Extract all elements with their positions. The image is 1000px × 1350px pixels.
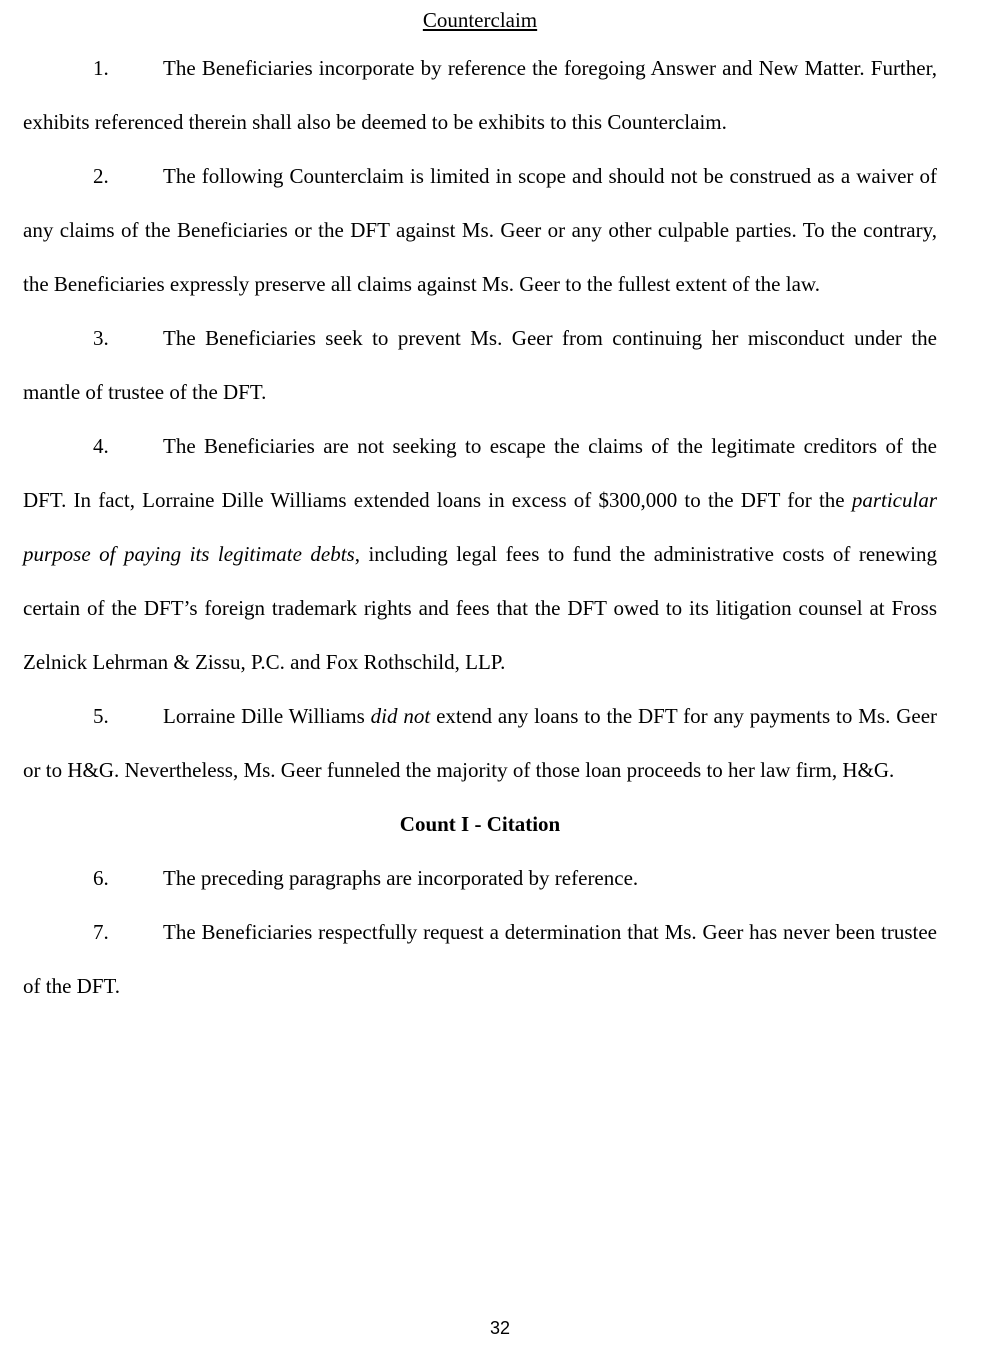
paragraph-text: The Beneficiaries respectfully request a determination that Ms. Geer has never been trustee of the DFT. [23, 920, 937, 998]
paragraph-emphasis: particular purpose of paying its legitimate debts [23, 488, 937, 566]
paragraph-text: The following Counterclaim is limited in scope and should not be construed as a waiver of any claims of the Beneficiaries or the DFT against Ms. Geer or any other culpable parties. To the contrary, the Beneficiaries expressly preserve all claims against Ms. Geer to the fullest extent of the law. [23, 164, 937, 296]
count-paragraphs [23, 851, 937, 1013]
paragraph-text: The Beneficiaries incorporate by reference the foregoing Answer and New Matter. Further, exhibits referenced therein shall also be deemed to be exhibits to this Counterclaim. [23, 56, 937, 134]
paragraph-number: 1. [93, 56, 109, 80]
paragraph-text: The Beneficiaries are not seeking to escape the claims of the legitimate creditors of the DFT. In fact, Lorraine Dille Williams extended loans in excess of $300,000 to the DFT for the [23, 434, 937, 512]
paragraph-text: , including legal fees to fund the administrative costs of renewing certain of the DFT’s foreign trademark rights and fees that the DFT owed to its litigation counsel at Fross Zelnick Lehrman & Zissu, P.C. and Fox Rothschild, LLP. [23, 542, 938, 674]
paragraph-6 [23, 851, 937, 905]
document-page [23, 0, 937, 1013]
paragraph-4 [23, 419, 937, 689]
paragraph-number: 6. [93, 866, 109, 890]
paragraph-number: 3. [93, 326, 109, 350]
paragraph-number: 2. [93, 164, 109, 188]
paragraph-text: The preceding paragraphs are incorporated by reference. [163, 866, 639, 890]
paragraph-text: The Beneficiaries seek to prevent Ms. Geer from continuing her misconduct under the mantle of trustee of the DFT. [23, 326, 937, 404]
paragraph-number: 5. [93, 704, 109, 728]
page-title: Counterclaim [422, 8, 538, 32]
paragraph-1 [23, 41, 937, 149]
paragraph-5 [23, 689, 937, 797]
count-heading: Count I - Citation [399, 812, 561, 836]
paragraph-2 [23, 149, 937, 311]
paragraph-text: extend any loans to the DFT for any payments to Ms. Geer or to H&G. Nevertheless, Ms. Geer funneled the majority of those loan proceeds to her law firm, H&G. [23, 704, 938, 782]
paragraph-3 [23, 311, 937, 419]
paragraph-7 [23, 905, 937, 1013]
page-number: 32 [489, 1318, 511, 1338]
paragraph-emphasis: did not [370, 704, 431, 728]
paragraph-number: 7. [93, 920, 109, 944]
paragraph-number: 4. [93, 434, 109, 458]
counterclaim-paragraphs [23, 41, 937, 797]
paragraph-text: Lorraine Dille Williams [163, 704, 371, 728]
